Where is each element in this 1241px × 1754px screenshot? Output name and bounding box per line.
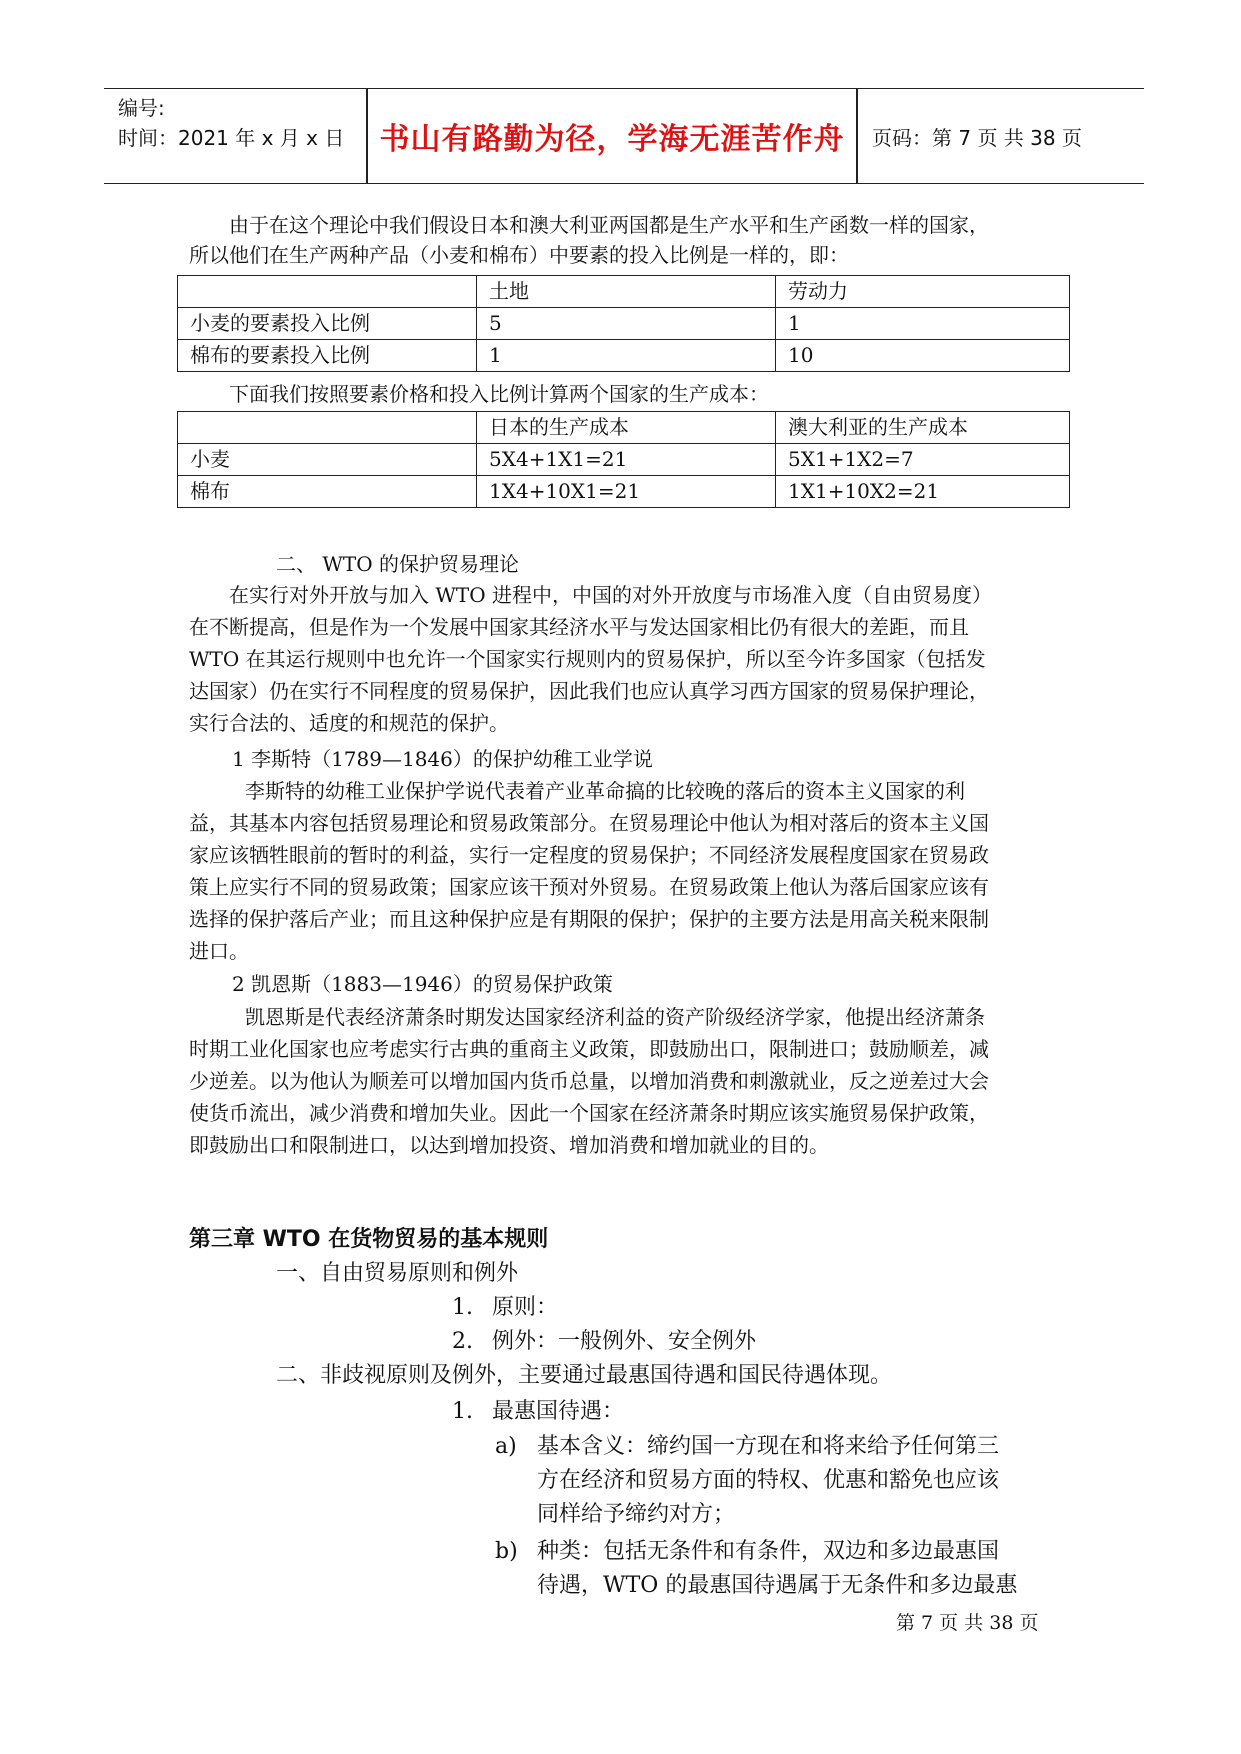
sub-item-label: b)	[495, 1539, 518, 1564]
mid-line: 下面我们按照要素价格和投入比例计算两个国家的生产成本：	[229, 382, 769, 406]
item-title: 2 凯恩斯（1883—1946）的贸易保护政策	[232, 972, 613, 996]
sub-item-text	[537, 1535, 1067, 1603]
table-row	[178, 476, 1070, 508]
sub-item-line: 基本含义：缔约国一方现在和将来给予任何第三	[537, 1434, 1000, 1459]
item-title: 1 李斯特（1789—1846）的保护幼稚工业学说	[232, 747, 653, 771]
table-cell: 劳动力	[776, 276, 1070, 308]
paragraph-line: 凯恩斯是代表经济萧条时期发达国家经济利益的资产阶级经济学家，他提出经济萧条	[245, 1005, 985, 1029]
paragraph-line: 在不断提高，但是作为一个发展中国家其经济水平与发达国家相比仍有很大的差距，而且	[189, 615, 969, 639]
section-paragraph	[189, 580, 1069, 738]
table-cell: 10	[776, 340, 1070, 372]
header-page-label: 页码：第 7 页 共 38 页	[872, 125, 1082, 150]
section-title: 二、 WTO 的保护贸易理论	[276, 552, 520, 576]
sub-item-text	[537, 1430, 1067, 1532]
sub-item-line: 同样给予缔约对方；	[537, 1502, 736, 1527]
header-number-label: 编号:	[118, 96, 165, 120]
table-cell: 小麦	[178, 444, 477, 476]
sub-item-line: 种类：包括无条件和有条件，双边和多边最惠国	[537, 1539, 1000, 1564]
list-number: 1.	[452, 1399, 473, 1424]
list-number: 1.	[452, 1295, 473, 1320]
sub-item	[495, 1430, 1075, 1540]
paragraph-line: 在实行对外开放与加入 WTO 进程中，中国的对外开放度与市场准入度（自由贸易度）	[229, 583, 993, 607]
sub-item	[495, 1535, 1075, 1607]
table-cell: 5	[477, 308, 776, 340]
item-paragraph	[189, 1002, 1069, 1160]
paragraph-line: 策上应实行不同的贸易政策；国家应该干预对外贸易。在贸易政策上他认为落后国家应该有	[189, 875, 989, 899]
list-item	[452, 1292, 558, 1324]
list-number: 2.	[452, 1329, 473, 1354]
factor-ratio-table	[177, 275, 1070, 372]
table-cell: 土地	[477, 276, 776, 308]
sub-item-line: 待遇，WTO 的最惠国待遇属于无条件和多边最惠	[537, 1573, 1018, 1598]
table-cell: 小麦的要素投入比例	[178, 308, 477, 340]
header-meta	[118, 93, 368, 153]
paragraph-line: 实行合法的、适度的和规范的保护。	[189, 711, 509, 735]
intro-line: 所以他们在生产两种产品（小麦和棉布）中要素的投入比例是一样的，即：	[189, 243, 849, 267]
paragraph-line: 家应该牺牲眼前的暂时的利益，实行一定程度的贸易保护；不同经济发展程度国家在贸易政	[189, 843, 989, 867]
header-divider	[856, 89, 858, 183]
sub-item-label: a)	[495, 1434, 517, 1459]
section-heading: 一、自由贸易原则和例外	[276, 1261, 519, 1286]
paragraph-line: 使货币流出，减少消费和增加失业。因此一个国家在经济萧条时期应该实施贸易保护政策，	[189, 1101, 989, 1125]
table-cell: 1	[477, 340, 776, 372]
paragraph-line: 少逆差。以为他认为顺差可以增加国内货币总量，以增加消费和刺激就业，反之逆差过大会	[189, 1069, 989, 1093]
table-cell: 棉布	[178, 476, 477, 508]
paragraph-line: 益，其基本内容包括贸易理论和贸易政策部分。在贸易理论中他认为相对落后的资本主义国	[189, 811, 989, 835]
mid-text	[189, 379, 1069, 409]
paragraph-line: WTO 在其运行规则中也允许一个国家实行规则内的贸易保护，所以至今许多国家（包括发	[189, 647, 986, 671]
table-cell: 1X1+10X2=21	[776, 476, 1070, 508]
table-row	[178, 340, 1070, 372]
page-footer: 第 7 页 共 38 页	[896, 1612, 1039, 1634]
header-motto: 书山有路勤为径，学海无涯苦作舟	[379, 122, 845, 157]
table-cell: 5X4+1X1=21	[477, 444, 776, 476]
list-text: 最惠国待遇：	[492, 1399, 625, 1424]
table-cell: 澳大利亚的生产成本	[776, 412, 1070, 444]
table-cell: 日本的生产成本	[477, 412, 776, 444]
table-cell: 5X1+1X2=7	[776, 444, 1070, 476]
paragraph-line: 达国家）仍在实行不同程度的贸易保护，因此我们也应认真学习西方国家的贸易保护理论，	[189, 679, 989, 703]
list-item	[452, 1326, 756, 1358]
intro-paragraph	[189, 240, 1069, 270]
paragraph-line: 进口。	[189, 939, 249, 963]
page-header	[104, 88, 1144, 184]
paragraph-line: 时期工业化国家也应考虑实行古典的重商主义政策，即鼓励出口，限制进口；鼓励顺差，减	[189, 1037, 989, 1061]
table-cell: 棉布的要素投入比例	[178, 340, 477, 372]
item-paragraph	[189, 776, 1069, 966]
intro-paragraph	[189, 210, 1069, 240]
section-heading: 二、非歧视原则及例外，主要通过最惠国待遇和国民待遇体现。	[276, 1363, 893, 1388]
list-text: 原则：	[492, 1295, 559, 1320]
header-time-label: 时间：2021 年 x 月 x 日	[118, 126, 345, 150]
table-header-row	[178, 276, 1070, 308]
table-cell	[178, 276, 477, 308]
intro-line: 由于在这个理论中我们假设日本和澳大利亚两国都是生产水平和生产函数一样的国家，	[229, 213, 989, 237]
list-text: 例外：一般例外、安全例外	[492, 1329, 757, 1354]
paragraph-line: 李斯特的幼稚工业保护学说代表着产业革命搞的比较晚的落后的资本主义国家的利	[245, 779, 965, 803]
table-header-row	[178, 412, 1070, 444]
production-cost-table	[177, 411, 1070, 508]
table-cell: 1	[776, 308, 1070, 340]
chapter-title: 第三章 WTO 在货物贸易的基本规则	[189, 1227, 549, 1252]
paragraph-line: 选择的保护落后产业；而且这种保护应是有期限的保护；保护的主要方法是用高关税来限制	[189, 907, 989, 931]
sub-item-line: 方在经济和贸易方面的特权、优惠和豁免也应该	[537, 1468, 1000, 1493]
table-cell	[178, 412, 477, 444]
list-item	[452, 1396, 624, 1428]
table-row	[178, 308, 1070, 340]
table-row	[178, 444, 1070, 476]
paragraph-line: 即鼓励出口和限制进口，以达到增加投资、增加消费和增加就业的目的。	[189, 1133, 829, 1157]
table-cell: 1X4+10X1=21	[477, 476, 776, 508]
